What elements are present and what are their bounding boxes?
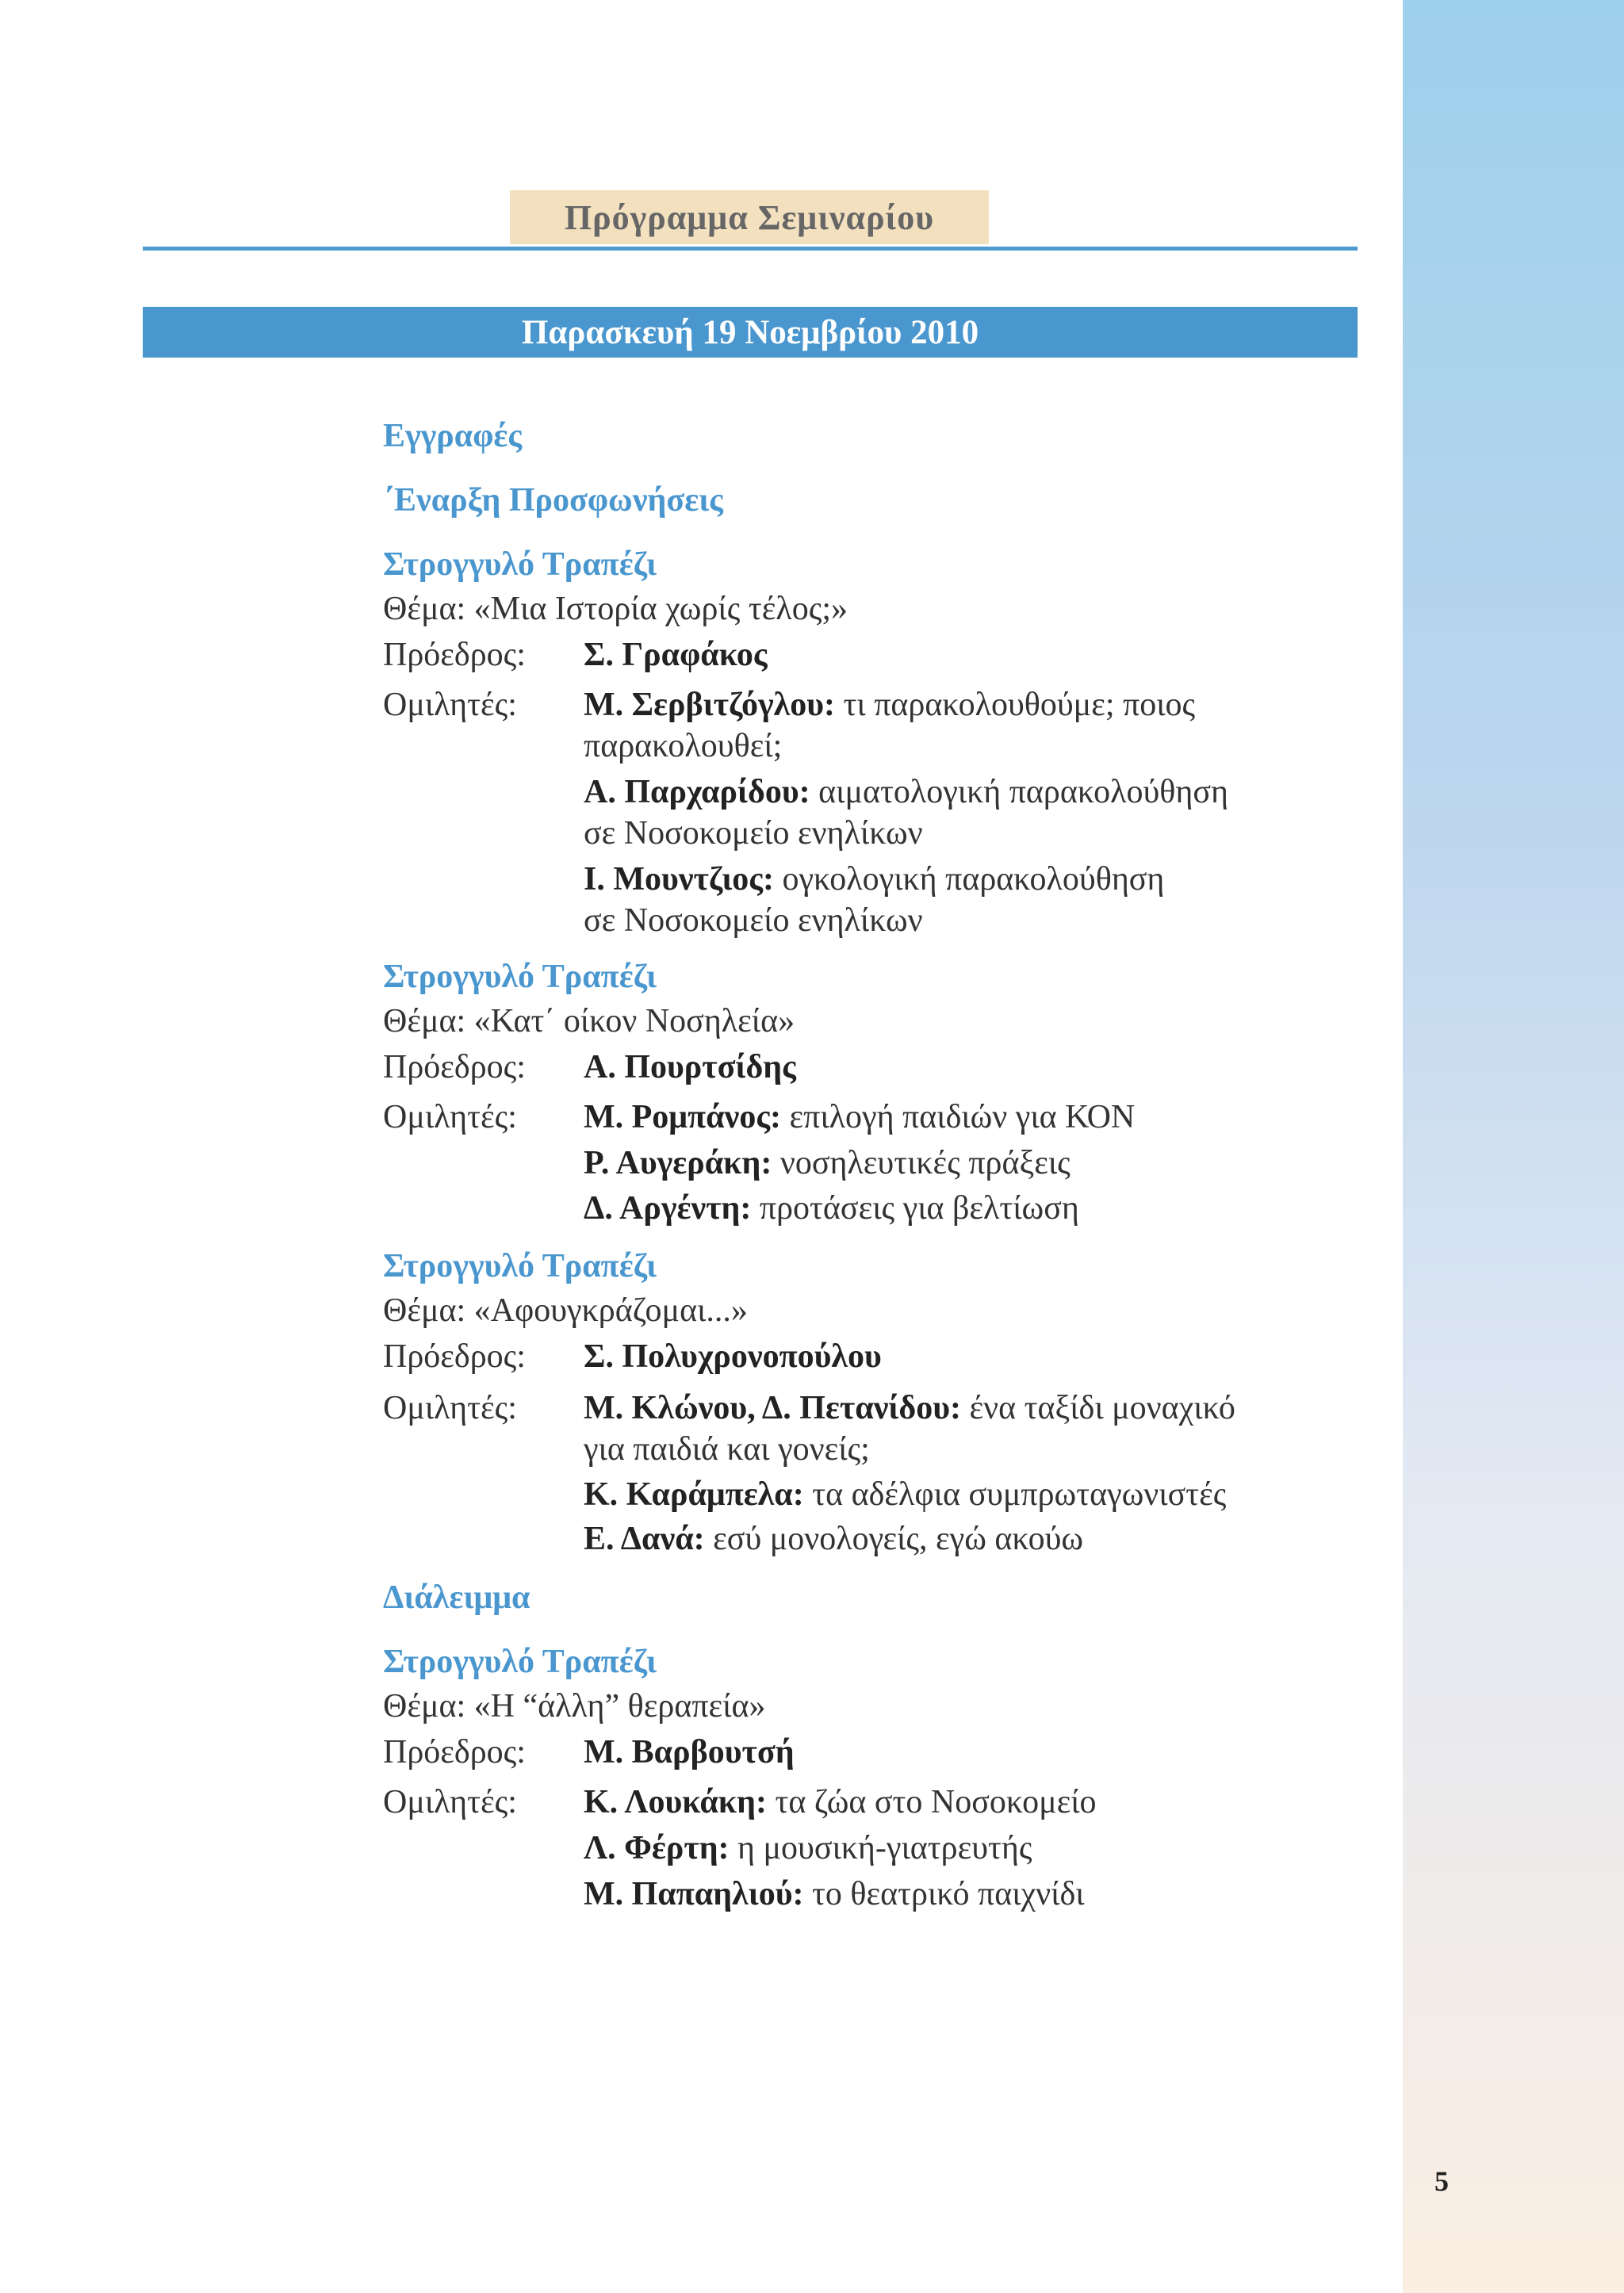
session-title: ΄Εναρξη Προσφωνήσεις [383, 482, 723, 519]
speaker-name: Κ. Λουκάκη: [584, 1784, 767, 1820]
speaker-talk: προτάσεις για βελτίωση [759, 1190, 1079, 1227]
speaker-entry [584, 1187, 1079, 1230]
chair-label: Πρόεδρος: [383, 1734, 526, 1770]
session-topic [383, 1289, 748, 1332]
speakers-label: Ομιλητές: [383, 1390, 517, 1426]
decorative-side-strip [1403, 0, 1624, 2293]
session-title: Στρογγυλό Τραπέζι [383, 546, 657, 583]
speaker-talk: ένα ταξίδι μοναχικό [969, 1390, 1235, 1426]
speakers-label: Ομιλητές: [383, 1099, 517, 1135]
speaker-talk: τι παρακολουθούμε; ποιος [843, 687, 1196, 723]
day-banner: Παρασκευή 19 Νοεμβρίου 2010 [143, 307, 1358, 358]
topic-label: Θέμα: [383, 591, 466, 627]
speaker-name: Ρ. Αυγεράκη: [584, 1145, 772, 1181]
speaker-talk-continued: σε Νοσοκομείο ενηλίκων [584, 815, 923, 852]
speaker-name: Λ. Φέρτη: [584, 1830, 730, 1866]
topic-text: «Αφουγκράζομαι...» [473, 1292, 748, 1329]
speaker-name: Ι. Μουντζιος: [584, 861, 774, 898]
speaker-entry [584, 683, 1195, 726]
speaker-name: Δ. Αργέντη: [584, 1190, 752, 1227]
speaker-talk-continued: για παιδιά και γονείς; [584, 1431, 870, 1468]
speaker-talk: εσύ μονολογείς, εγώ ακούω [713, 1521, 1084, 1557]
topic-label: Θέμα: [383, 1688, 466, 1725]
chair-name: Μ. Βαρβουτσή [584, 1734, 795, 1770]
speaker-entry [584, 1518, 1083, 1560]
speaker-entry [584, 1142, 1071, 1185]
speaker-name: Μ. Ρομπάνος: [584, 1099, 782, 1135]
speaker-talk-continued: παρακολουθεί; [584, 728, 783, 764]
speaker-talk: ογκολογική παρακολούθηση [782, 861, 1165, 898]
speaker-name: Μ. Κλώνου, Δ. Πετανίδου: [584, 1390, 962, 1426]
title-divider [143, 247, 1358, 251]
speaker-name: Μ. Σερβιτζόγλου: [584, 687, 836, 723]
speaker-name: Κ. Καράμπελα: [584, 1476, 804, 1513]
topic-label: Θέμα: [383, 1003, 466, 1039]
speaker-talk: τα ζώα στο Νοσοκομείο [775, 1784, 1097, 1820]
session-title: Διάλειμμα [383, 1579, 530, 1616]
chair-name: Σ. Γραφάκος [584, 637, 768, 673]
speaker-entry [584, 1387, 1235, 1430]
speaker-talk: νοσηλευτικές πράξεις [779, 1145, 1071, 1181]
speaker-talk: αιματολογική παρακολούθηση [818, 774, 1228, 810]
session-title: Εγγραφές [383, 418, 523, 454]
chair-label: Πρόεδρος: [383, 1049, 526, 1085]
speaker-entry [584, 771, 1228, 813]
speaker-entry [584, 1827, 1032, 1870]
speaker-name: Ε. Δανά: [584, 1521, 705, 1557]
speaker-entry [584, 858, 1164, 901]
speaker-talk-continued: σε Νοσοκομείο ενηλίκων [584, 902, 923, 939]
topic-text: «Μια Ιστορία χωρίς τέλος;» [473, 591, 848, 627]
speaker-talk: επιλογή παιδιών για ΚΟΝ [789, 1099, 1136, 1135]
speaker-talk: η μουσική-γιατρευτής [737, 1830, 1032, 1866]
speaker-entry [584, 1473, 1226, 1516]
page-number: 5 [1434, 2165, 1449, 2197]
chair-label: Πρόεδρος: [383, 1338, 526, 1375]
topic-label: Θέμα: [383, 1292, 466, 1329]
session-topic [383, 1685, 765, 1728]
chair-label: Πρόεδρος: [383, 637, 526, 673]
speaker-talk: το θεατρικό παιχνίδι [812, 1876, 1085, 1912]
topic-text: «Κατ΄ οίκον Νοσηλεία» [473, 1003, 795, 1039]
speaker-entry [584, 1873, 1085, 1916]
speaker-entry [584, 1096, 1135, 1139]
session-title: Στρογγυλό Τραπέζι [383, 959, 657, 995]
chair-name: Σ. Πολυχρονοπούλου [584, 1338, 882, 1375]
session-title: Στρογγυλό Τραπέζι [383, 1644, 657, 1680]
speaker-entry [584, 1781, 1097, 1824]
speakers-label: Ομιλητές: [383, 687, 517, 723]
speaker-name: Μ. Παπαηλιού: [584, 1876, 804, 1912]
session-topic [383, 1000, 795, 1043]
chair-name: Α. Πουρτσίδης [584, 1049, 796, 1085]
speakers-label: Ομιλητές: [383, 1784, 517, 1820]
speaker-name: Α. Παρχαρίδου: [584, 774, 810, 810]
speaker-talk: τα αδέλφια συμπρωταγωνιστές [812, 1476, 1227, 1513]
page-title: Πρόγραμμα Σεμιναρίου [510, 190, 989, 244]
session-topic [383, 588, 848, 630]
topic-text: «Η “άλλη” θεραπεία» [473, 1688, 766, 1725]
session-title: Στρογγυλό Τραπέζι [383, 1248, 657, 1284]
